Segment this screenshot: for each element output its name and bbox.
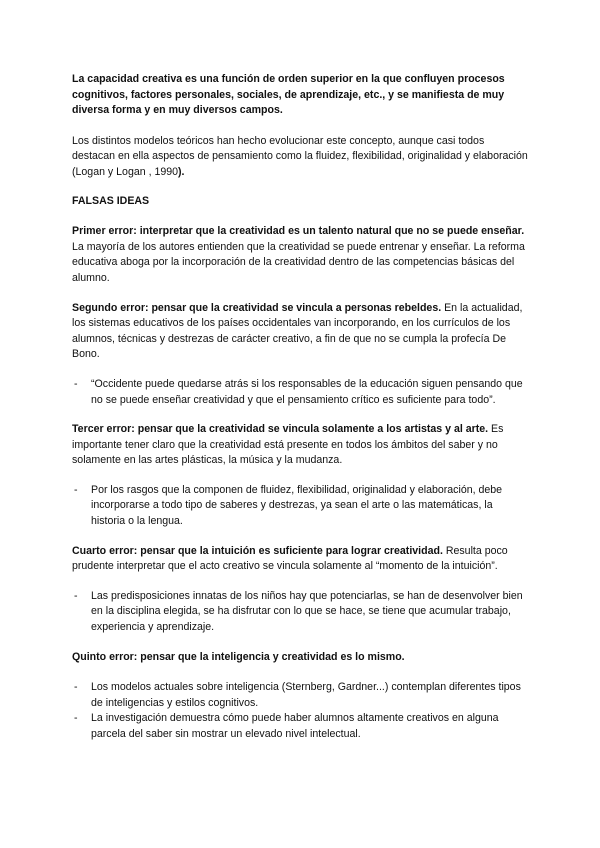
error-2-bullet-1: - “Occidente puede quedarse atrás si los responsables de la educación siguen pensando que no se puede enseñar creatividad y que el pensamiento crítico es suficiente para todo”. [72,377,528,408]
error-3-body: Es importante tener claro que la creatividad está presente en todos los ámbitos del saber y no solamente en las artes plásticas, la música y la mudanza. [72,423,504,467]
error-3-paragraph [72,422,528,469]
error-5-bullets [72,680,528,742]
error-2-title: Segundo error: pensar que la creatividad se vincula a personas rebeldes. [72,301,442,314]
models-end: ). [178,165,185,178]
document-page [72,72,528,757]
error-2-paragraph [72,301,528,363]
error-2-body: En la actualidad, los sistemas educativos de los países occidentales van incorporando, en los currículos de los alumnos, técnicas y destrezas de carácter creativo, a fin de que no se cumpla la profecía De Bono. [72,301,523,361]
error-4-title: Cuarto error: pensar que la intuición es suficiente para lograr creatividad. [72,544,443,557]
error-5-bullet-2: - La investigación demuestra cómo puede haber alumnos altamente creativos en alguna parcela del saber sin mostrar un elevado nivel intelectual. [72,711,528,742]
error-3-title: Tercer error: pensar que la creatividad se vincula solamente a los artistas y al arte. [72,423,489,436]
error-1-title: Primer error: interpretar que la creatividad es un talento natural que no se puede enseñar. [72,225,525,238]
error-2-bullets [72,377,528,408]
error-4-paragraph [72,544,528,575]
section-heading [72,194,528,210]
error-1-body: La mayoría de los autores entienden que la creatividad se puede entrenar y enseñar. La reforma educativa aboga por la incorporación de la creatividad dentro de las competencias básicas del alumno. [72,240,525,284]
models-text: Los distintos modelos teóricos han hecho evolucionar este concepto, aunque casi todos destacan en ella aspectos de pensamiento como la fluidez, flexibilidad, originalidad y elaboración (Logan y Logan , 1990 [72,134,528,178]
error-5-title: Quinto error: pensar que la inteligencia y creatividad es lo mismo. [72,650,405,663]
intro-text: La capacidad creativa es una función de orden superior en la que confluyen procesos cognitivos, factores personales, sociales, de aprendizaje, etc., y se manifiesta de muy diversa forma y en muy diversos campos. [72,73,505,117]
error-5-bullet-1: - Los modelos actuales sobre inteligencia (Sternberg, Gardner...) contemplan diferentes tipos de inteligencias y estilos cognitivos. [72,680,528,711]
models-paragraph [72,134,528,181]
intro-paragraph [72,72,528,119]
error-3-bullet-1: - Por los rasgos que la componen de fluidez, flexibilidad, originalidad y elaboración, debe incorporarse a todo tipo de saberes y destrezas, ya sean el arte o las matemáticas, la historia o la lengua. [72,483,528,530]
error-1-paragraph [72,224,528,286]
error-3-bullets [72,483,528,530]
error-4-body: Resulta poco prudente interpretar que el acto creativo se vincula solamente al “momento de la intuición”. [72,544,508,573]
error-4-bullet-1: - Las predisposiciones innatas de los niños hay que potenciarlas, se han de desenvolver bien en la disciplina elegida, se ha disfrutar con lo que se hace, se tiene que acumular trabajo, experiencia y aprendizaje. [72,589,528,636]
section-heading-text: FALSAS IDEAS [72,194,150,207]
error-4-bullets [72,589,528,636]
error-5-paragraph [72,650,528,666]
